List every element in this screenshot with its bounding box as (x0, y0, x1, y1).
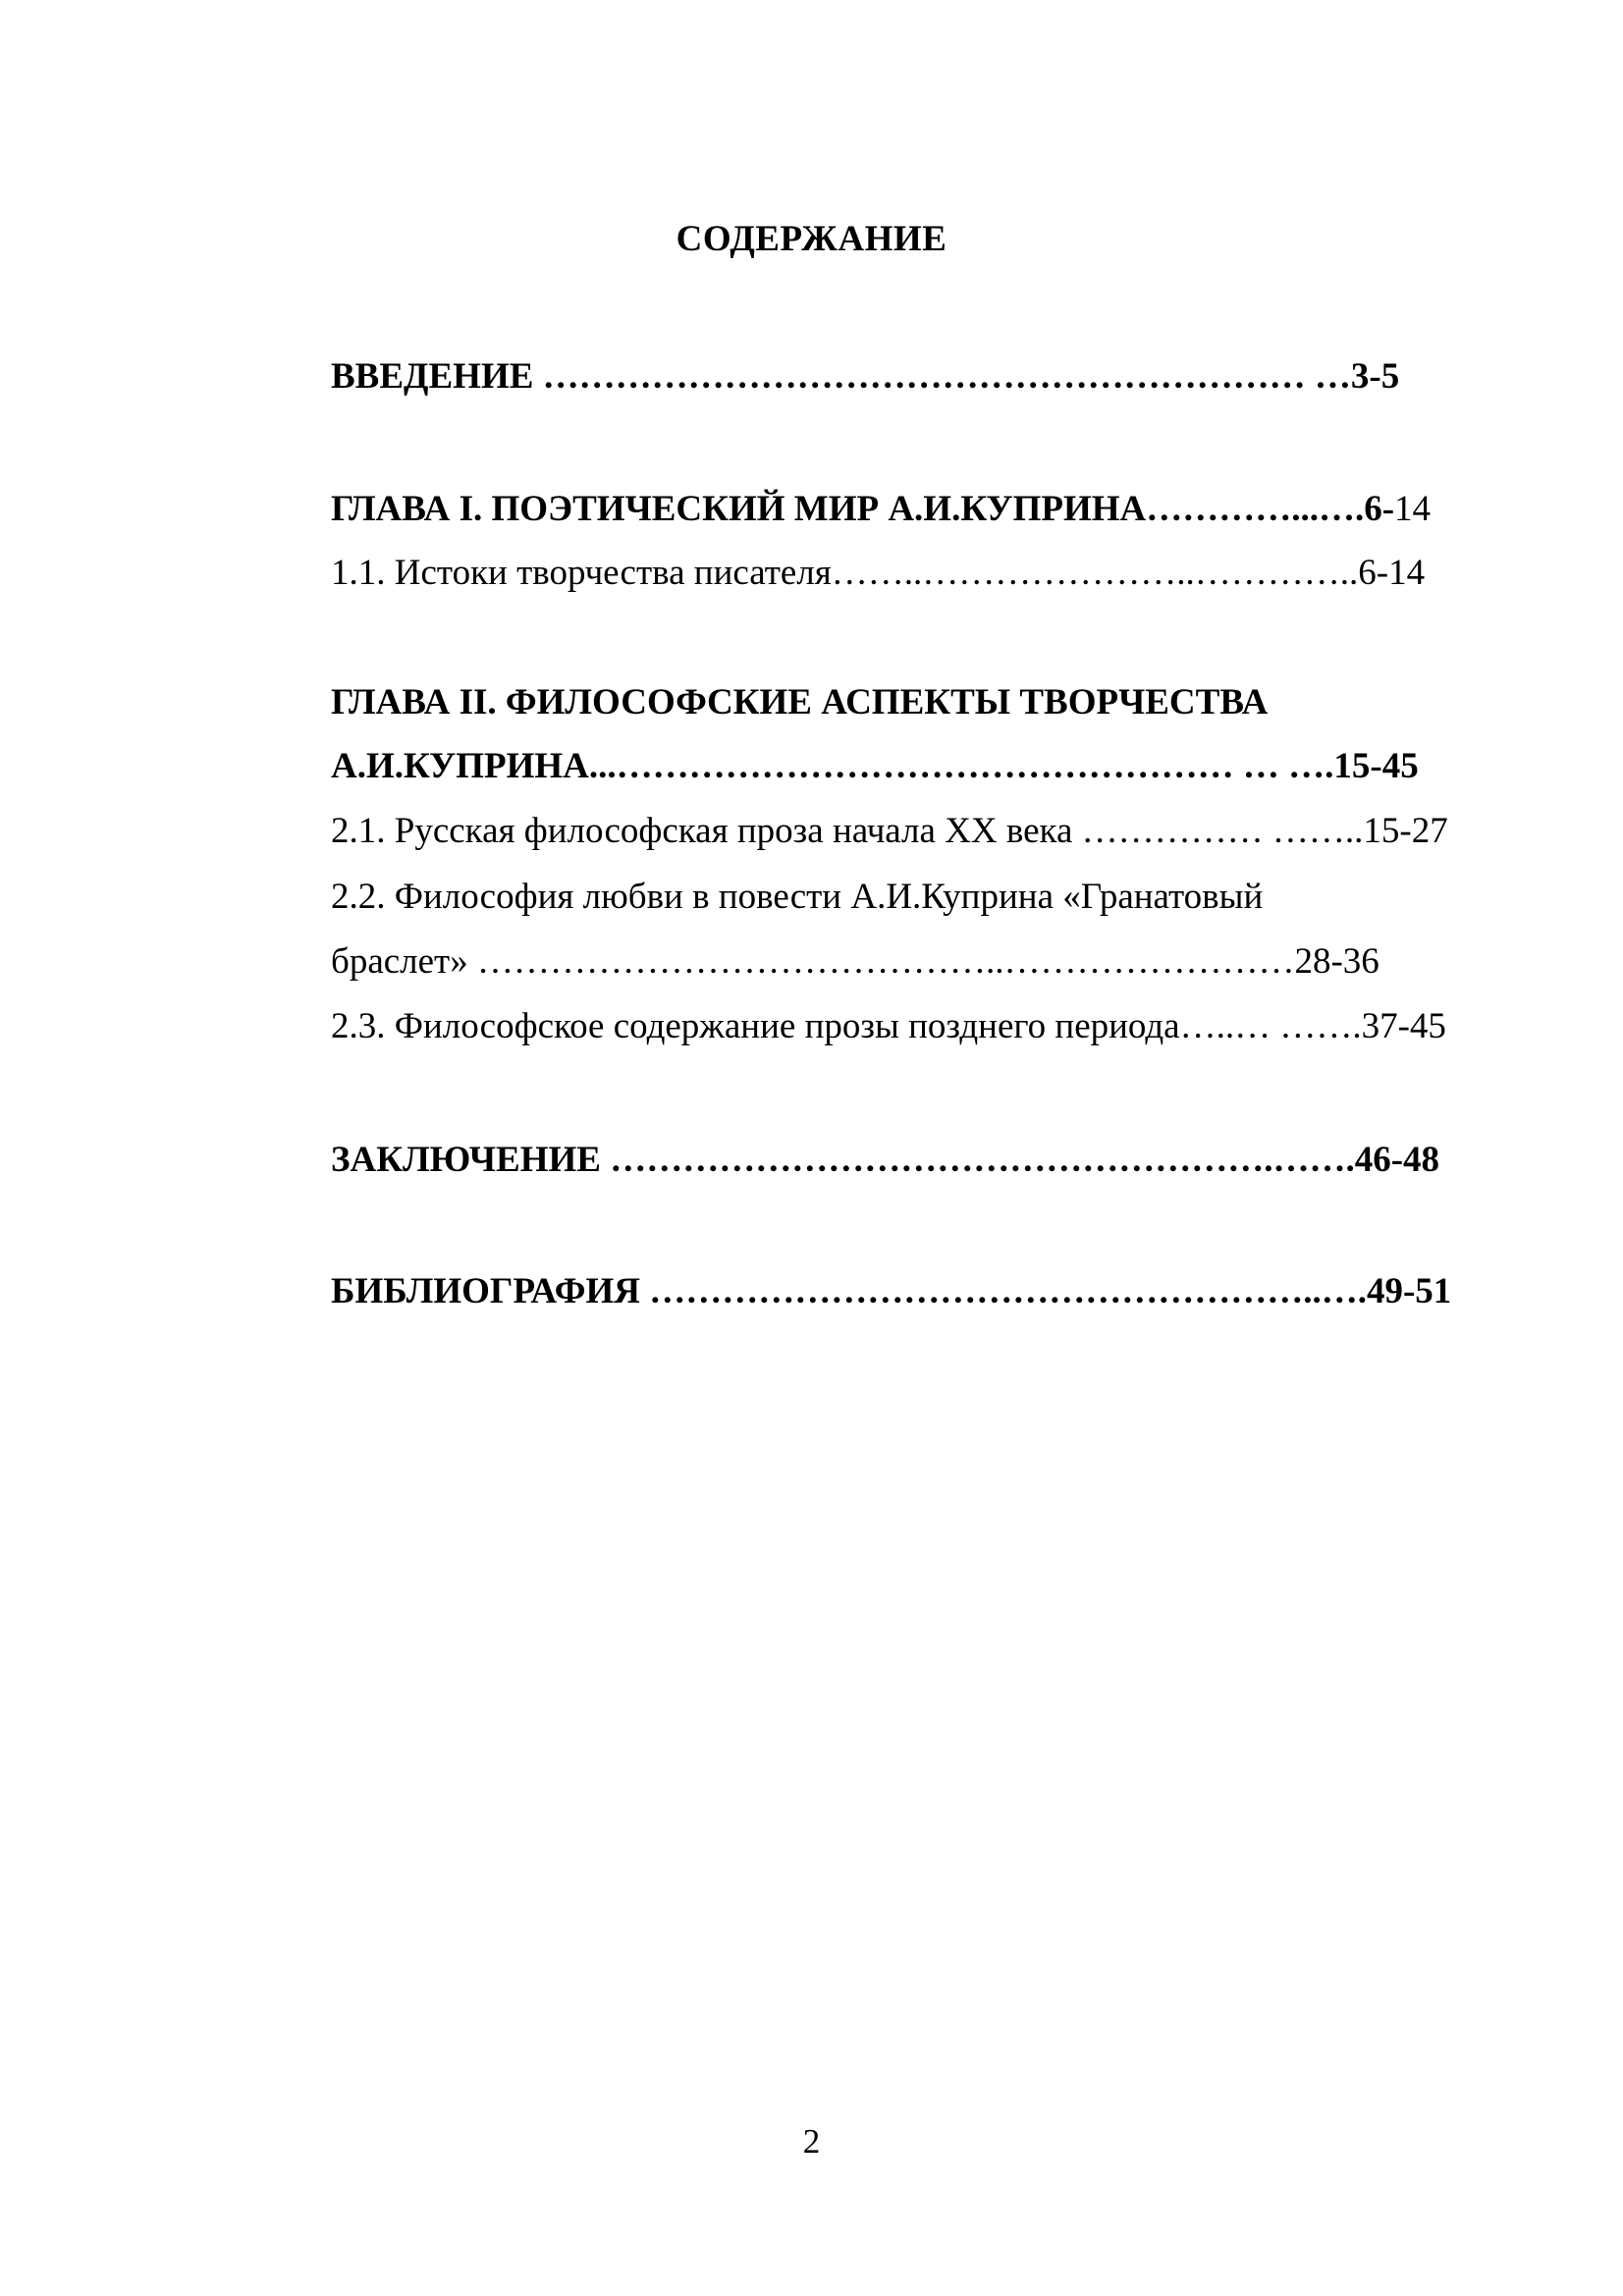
toc-entry-section-2-2-line-2: браслет» ……………………………………..……………………28-36 (331, 941, 1380, 982)
toc-entry-introduction: ВВЕДЕНИЕ ……………………………………………………… …3-5 (331, 356, 1400, 397)
toc-entry-chapter-1-page-end: 14 (1394, 489, 1432, 529)
toc-entry-chapter-1-text: ГЛАВА I. ПОЭТИЧЕСКИЙ МИР А.И.КУПРИНА…………...….6- (331, 489, 1395, 529)
toc-entry-chapter-1 (331, 491, 1431, 527)
page-number: 2 (802, 2122, 821, 2161)
toc-entry-chapter-2-line-1: ГЛАВА II. ФИЛОСОФСКИЕ АСПЕКТЫ ТВОРЧЕСТВА (331, 682, 1269, 722)
toc-entry-section-2-1: 2.1. Русская философская проза начала XX века …………… ……..15-27 (331, 811, 1448, 851)
toc-entry-chapter-2-line-2: А.И.КУПРИНА...…………………………………………… … ….15-45 (331, 746, 1419, 786)
toc-entry-conclusion: ЗАКЛЮЧЕНИЕ ……………………………………………….…….46-48 (331, 1140, 1440, 1180)
toc-entry-section-2-3: 2.3. Философское содержание прозы позднего периода…..… …….37-45 (331, 1006, 1446, 1046)
toc-entry-section-1-1: 1.1. Истоки творчества писателя……..…………………..…………..6-14 (331, 553, 1426, 593)
page-title: СОДЕРЖАНИЕ (676, 219, 947, 259)
toc-entry-bibliography: БИБЛИОГРАФИЯ ………………………………………………..….49-51 (331, 1271, 1452, 1311)
toc-entry-section-2-2-line-1: 2.2. Философия любви в повести А.И.Куприна «Гранатовый (331, 877, 1264, 917)
